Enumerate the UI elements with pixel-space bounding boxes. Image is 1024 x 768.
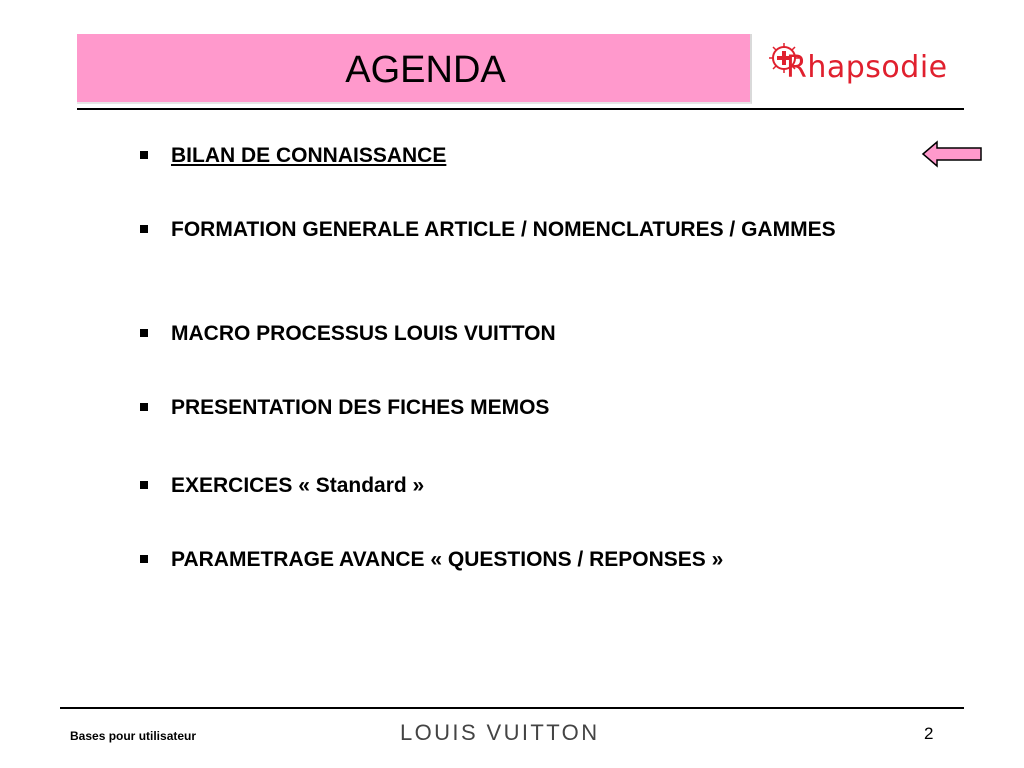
agenda-item — [138, 392, 898, 423]
title-band — [77, 34, 752, 104]
agenda-item — [138, 544, 898, 575]
bullet-icon — [140, 151, 148, 159]
bullet-icon — [140, 225, 148, 233]
agenda-item-text: PARAMETRAGE AVANCE « QUESTIONS / REPONSES » — [171, 548, 724, 571]
agenda-item-text: MACRO PROCESSUS LOUIS VUITTON — [171, 322, 556, 345]
header-divider — [77, 108, 964, 110]
agenda-item-text: BILAN DE CONNAISSANCE — [171, 144, 447, 167]
agenda-item-text: PRESENTATION DES FICHES MEMOS — [171, 396, 550, 419]
agenda-item — [138, 470, 898, 501]
logo-text: Rhapsodie — [786, 50, 948, 85]
rhapsodie-logo — [768, 40, 948, 96]
bullet-icon — [140, 329, 148, 337]
footer-brand: LOUIS VUITTON — [400, 720, 600, 745]
agenda-item-text: EXERCICES « Standard » — [171, 474, 425, 497]
footer-divider — [60, 707, 964, 709]
left-arrow-icon — [921, 140, 983, 168]
agenda-item — [138, 214, 898, 245]
page-number: 2 — [924, 724, 934, 743]
agenda-item-text: FORMATION GENERALE ARTICLE / NOMENCLATURES / GAMMES — [171, 218, 836, 241]
slide-title: AGENDA — [345, 49, 506, 91]
footer-caption: Bases pour utilisateur — [70, 729, 197, 743]
agenda-item — [138, 318, 898, 349]
bullet-icon — [140, 555, 148, 563]
agenda-item — [138, 140, 898, 171]
bullet-icon — [140, 481, 148, 489]
bullet-icon — [140, 403, 148, 411]
